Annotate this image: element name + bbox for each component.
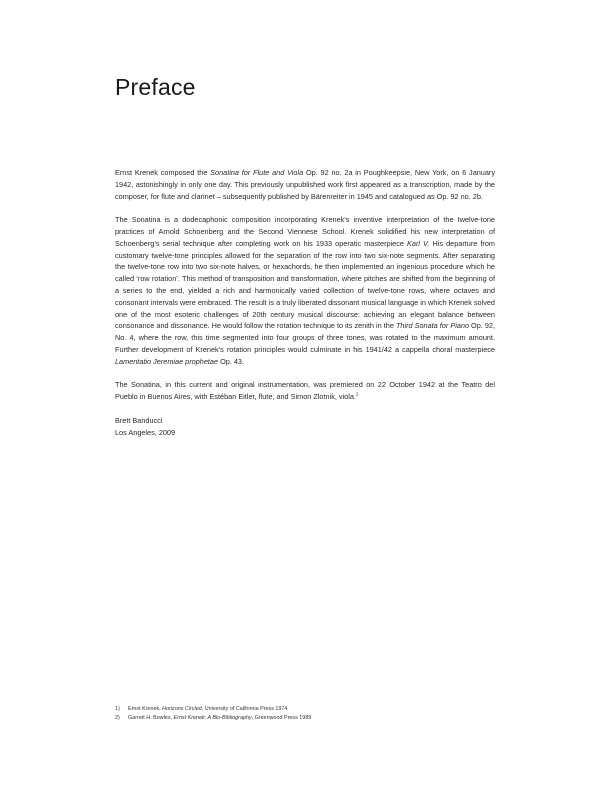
author-name: Brett Banducci — [115, 415, 163, 425]
p2-text-e: Op. 92, No. 4, where the row, this time segmented into four groups of three tones, was rotated to the maximum amount. Further development of Krenek’s rotation principles would culminate in his 1941/42 a cappella choral masterpiece — [115, 321, 495, 354]
paragraph-2 — [115, 214, 495, 367]
p1-work-title: Sonatina for Flute and Viola — [210, 168, 304, 177]
footnote-publisher: , Greenwood Press 1989 — [251, 715, 312, 721]
footnote-author: Garrett H. Bowles, — [128, 715, 174, 721]
paragraph-3 — [115, 379, 495, 403]
signature — [115, 415, 495, 439]
p2-work-karl: Karl V. — [407, 238, 430, 248]
footnote-publisher: , University of California Press 1974 — [201, 706, 288, 712]
footnotes — [115, 705, 515, 723]
footnote-2 — [115, 714, 515, 723]
p2-work-sonata: Third Sonata for Piano — [395, 321, 469, 331]
preface-body — [115, 167, 495, 438]
footnote-number: 1) — [115, 706, 120, 712]
p1-text-c: Op. 92 no. 2a in Poughkeepsie, New York, on 6 January 1942, astonishingly in only one day. This previously unpublished work first appeared as a transcription, made by the composer, for flute and clarinet – subsequently published by Bärenreiter in 1945 and catalogued as Op. 92 no. 2b. — [115, 168, 496, 201]
p3-text: The Sonatina, in this current and original instrumentation, was premiered on 22 October 1942 at the Teatro del Pueblo in Buenos Aires, with Estéban Eitler, flute, and Simon Zlotnik, viola. — [115, 380, 495, 402]
footnote-author: Ernst Krenek, — [128, 706, 163, 712]
footnote-number: 2) — [115, 715, 120, 721]
p2-text-c: His departure from customary twelve-tone principles allowed for the separation of the row into two six-note segments. After separating the twelve-tone row into two six-note halves, or hexachords, he then implemented an ingenious procedure which he called ‘row rotation’. This method of transposition and transformation, where pitches are shifted from the beginning of a series to the end, yielded a rich and harmonically varied collection of twelve-tone rows, where octaves and consonant intervals were embraced. The result is a truly liberated dissonant musical language in which Krenek solved one of the most esoteric challenges of 20th century musical discourse: achieving an elegant balance between consonance and dissonance. He would follow the rotation technique to its zenith in the — [115, 238, 495, 331]
p2-work-lamentatio: Lamentatio Jeremiae prophetae — [115, 356, 219, 366]
page-title: Preface — [115, 74, 196, 100]
p2-text-g: Op. 43. — [218, 356, 245, 366]
p2-text-a: The Sonatina is a dodecaphonic composition incorporating Krenek’s inventive interpretation of the twelve-tone practices of Arnold Schoenberg and the Second Viennese School. Krenek solidified his new interpretation of Schoenberg’s serial technique after completing work on his 1933 operatic masterpiece — [115, 215, 495, 248]
footnote-ref: 2 — [355, 391, 359, 397]
author-place-date: Los Angeles, 2009 — [115, 427, 176, 437]
footnote-1 — [115, 705, 515, 714]
footnote-title: Horizons Circled — [162, 706, 202, 712]
footnote-title: Ernst Krenek: A Bio-Bibliography — [173, 715, 252, 721]
p1-text-a: Ernst Krenek composed the — [115, 168, 211, 177]
paragraph-1 — [115, 167, 495, 202]
